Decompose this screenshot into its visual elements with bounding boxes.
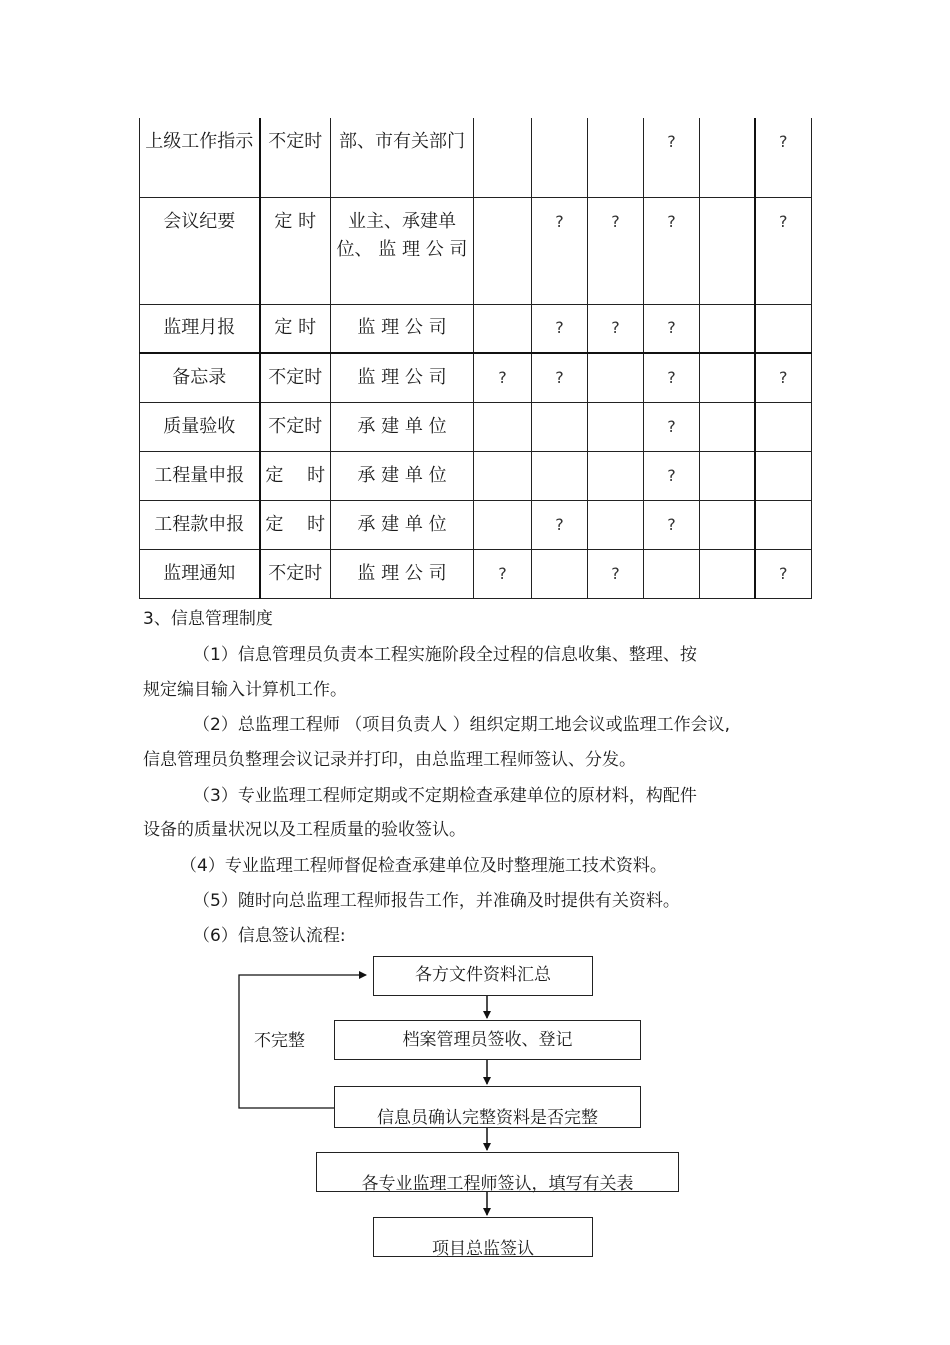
- mark-cell: ?: [644, 402, 700, 451]
- paragraph-line: （2）总监理工程师 （项目负责人 ）组织定期工地会议或监理工作会议,: [193, 715, 731, 735]
- doc-name-cell: 工程款申报: [140, 500, 260, 549]
- paragraph-line: （3）专业监理工程师定期或不定期检查承建单位的原材料，构配件: [193, 786, 697, 806]
- section-heading: 3、信息管理制度: [143, 609, 273, 629]
- source-cell: 监 理 公 司: [331, 549, 474, 598]
- source-cell: 部、市有关部门: [331, 118, 474, 197]
- mark-cell: ?: [532, 500, 588, 549]
- source-cell: 监 理 公 司: [331, 353, 474, 402]
- doc-name-cell: 会议纪要: [140, 197, 260, 304]
- source-cell: 承 建 单 位: [331, 500, 474, 549]
- paragraph-line: 设备的质量状况以及工程质量的验收签认。: [143, 820, 466, 840]
- flow-step-director-sign: 项目总监签认: [373, 1217, 593, 1257]
- mark-cell: ?: [755, 197, 812, 304]
- mark-cell: ?: [755, 549, 812, 598]
- mark-cell: ?: [588, 549, 644, 598]
- source-cell: 承 建 单 位: [331, 402, 474, 451]
- frequency-cell: 定 时: [260, 197, 331, 304]
- flow-step-register: 档案管理员签收、登记: [334, 1020, 641, 1060]
- mark-cell: ?: [532, 304, 588, 353]
- paragraph-line: （6）信息签认流程:: [193, 926, 346, 946]
- frequency-cell: 定 时: [260, 451, 331, 500]
- flow-step-collect: 各方文件资料汇总: [373, 956, 593, 996]
- frequency-cell: 不定时: [260, 402, 331, 451]
- doc-name-cell: 监理通知: [140, 549, 260, 598]
- source-cell: 监 理 公 司: [331, 304, 474, 353]
- paragraph-line: （5）随时向总监理工程师报告工作，并准确及时提供有关资料。: [193, 891, 680, 911]
- mark-cell: ?: [474, 549, 532, 598]
- mark-cell: ?: [644, 451, 700, 500]
- frequency-cell: 定 时: [260, 500, 331, 549]
- incomplete-label: 不完整: [254, 1031, 305, 1051]
- mark-cell: ?: [644, 197, 700, 304]
- paragraph-line: 规定编目输入计算机工作。: [143, 680, 347, 700]
- mark-cell: ?: [644, 353, 700, 402]
- paragraph-line: （1）信息管理员负责本工程实施阶段全过程的信息收集、整理、按: [193, 645, 697, 665]
- frequency-cell: 不定时: [260, 549, 331, 598]
- mark-cell: ?: [588, 304, 644, 353]
- mark-cell: ?: [755, 353, 812, 402]
- mark-cell: ?: [474, 353, 532, 402]
- frequency-cell: 定 时: [260, 304, 331, 353]
- paragraph-line: 信息管理员负整理会议记录并打印，由总监理工程师签认、分发。: [143, 750, 636, 770]
- doc-name-cell: 上级工作指示: [140, 118, 260, 197]
- doc-name-cell: 工程量申报: [140, 451, 260, 500]
- mark-cell: ?: [755, 118, 812, 197]
- flow-step-verify: 信息员确认完整资料是否完整: [334, 1086, 641, 1128]
- doc-name-cell: 监理月报: [140, 304, 260, 353]
- flow-step-engineer-sign: 各专业监理工程师签认，填写有关表: [316, 1152, 679, 1192]
- doc-name-cell: 备忘录: [140, 353, 260, 402]
- frequency-cell: 不定时: [260, 118, 331, 197]
- mark-cell: ?: [532, 353, 588, 402]
- mark-cell: ?: [644, 304, 700, 353]
- source-cell: 承 建 单 位: [331, 451, 474, 500]
- doc-name-cell: 质量验收: [140, 402, 260, 451]
- frequency-cell: 不定时: [260, 353, 331, 402]
- mark-cell: ?: [644, 500, 700, 549]
- mark-cell: ?: [644, 118, 700, 197]
- paragraph-line: （4）专业监理工程师督促检查承建单位及时整理施工技术资料。: [180, 856, 667, 876]
- source-cell: 业主、承建单位、 监 理 公 司: [331, 197, 474, 304]
- mark-cell: ?: [532, 197, 588, 304]
- mark-cell: ?: [588, 197, 644, 304]
